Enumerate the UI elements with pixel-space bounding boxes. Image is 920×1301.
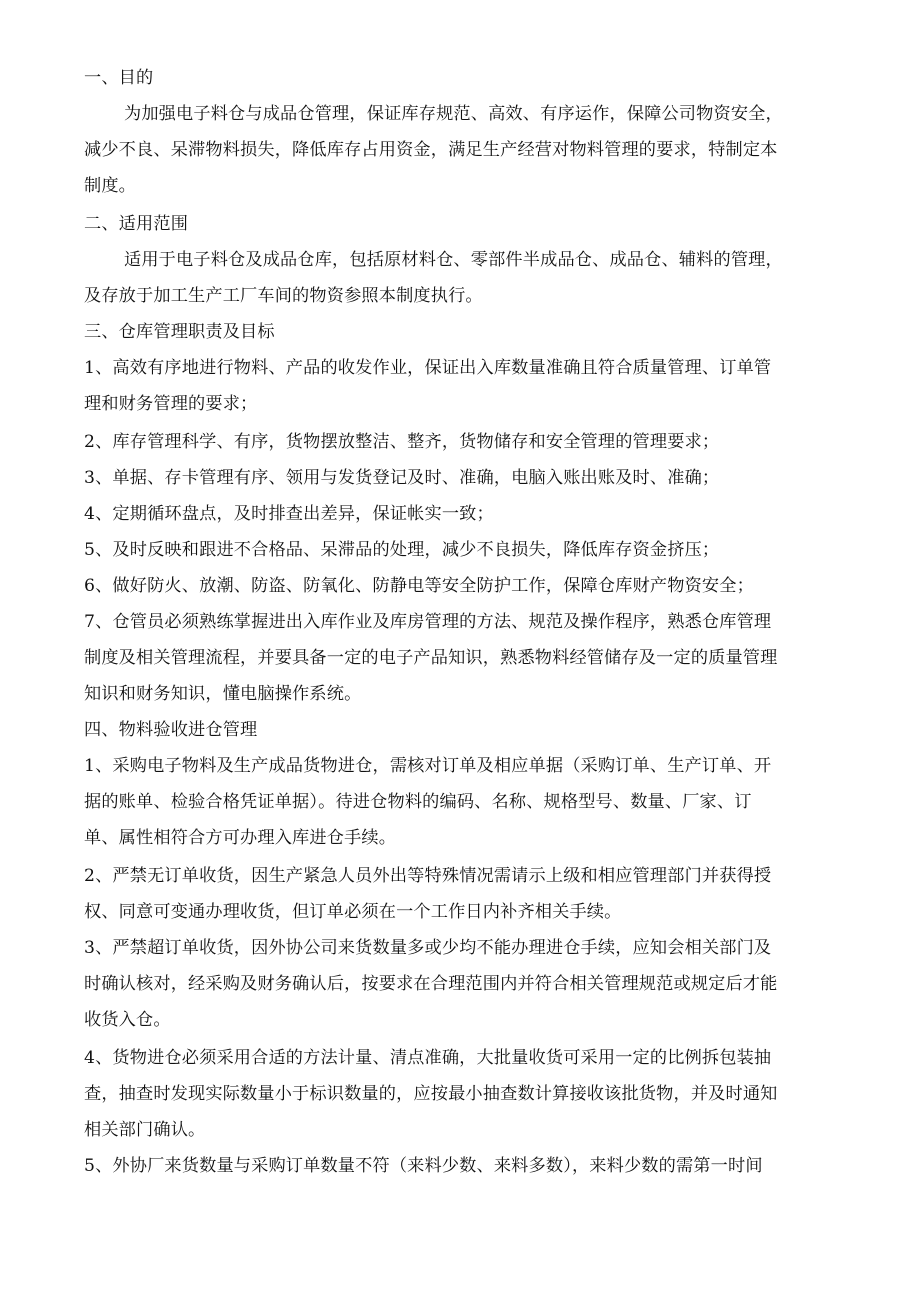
section-heading-duties: 三、仓库管理职责及目标 — [84, 322, 275, 342]
duty-item-line: 知识和财务知识，懂电脑操作系统。 — [84, 684, 362, 704]
purpose-paragraph-line: 为加强电子料仓与成品仓管理，保证库存规范、高效、有序运作，保障公司物资安全， — [124, 104, 783, 124]
section-heading-purpose: 一、目的 — [84, 68, 154, 88]
duty-item-line: 6、做好防火、放潮、防盗、防氧化、防静电等安全防护工作，保障仓库财产物资安全； — [84, 576, 754, 596]
receiving-item-line: 收货入仓。 — [84, 1010, 171, 1030]
receiving-item-line: 查，抽查时发现实际数量小于标识数量的，应按最小抽查数计算接收该批货物，并及时通知 — [84, 1084, 778, 1104]
duty-item-line: 7、仓管员必须熟练掌握进出入库作业及库房管理的方法、规范及操作程序，熟悉仓库管理 — [84, 612, 772, 632]
receiving-item-line: 时确认核对，经采购及财务确认后，按要求在合理范围内并符合相关管理规范或规定后才能 — [84, 974, 778, 994]
receiving-item-line: 5、外协厂来货数量与采购订单数量不符（来料少数、来料多数），来料少数的需第一时间 — [84, 1156, 763, 1176]
receiving-item-line: 单、属性相符合方可办理入库进仓手续。 — [84, 828, 397, 848]
duty-item-line: 理和财务管理的要求； — [84, 394, 258, 414]
scope-paragraph-line: 适用于电子料仓及成品仓库，包括原材料仓、零部件半成品仓、成品仓、辅料的管理， — [124, 250, 783, 270]
purpose-paragraph-line: 减少不良、呆滞物料损失，降低库存占用资金，满足生产经营对物料管理的要求，特制定本 — [84, 140, 778, 160]
purpose-paragraph-line: 制度。 — [84, 176, 137, 196]
receiving-item-line: 权、同意可变通办理收货，但订单必须在一个工作日内补齐相关手续。 — [84, 902, 622, 922]
receiving-item-line: 3、严禁超订单收货，因外协公司来货数量多或少均不能办理进仓手续，应知会相关部门及 — [84, 938, 772, 958]
receiving-item-line: 2、严禁无订单收货，因生产紧急人员外出等特殊情况需请示上级和相应管理部门并获得授 — [84, 866, 772, 886]
receiving-item-line: 相关部门确认。 — [84, 1120, 206, 1140]
duty-item-line: 5、及时反映和跟进不合格品、呆滞品的处理，减少不良损失，降低库存资金挤压； — [84, 540, 720, 560]
section-heading-receiving: 四、物料验收进仓管理 — [84, 720, 258, 740]
receiving-item-line: 4、货物进仓必须采用合适的方法计量、清点准确，大批量收货可采用一定的比例拆包装抽 — [84, 1048, 772, 1068]
scope-paragraph-line: 及存放于加工生产工厂车间的物资参照本制度执行。 — [84, 286, 483, 306]
duty-item-line: 1、高效有序地进行物料、产品的收发作业，保证出入库数量准确且符合质量管理、订单管 — [84, 358, 772, 378]
receiving-item-line: 1、采购电子物料及生产成品货物进仓，需核对订单及相应单据（采购订单、生产订单、开 — [84, 756, 772, 776]
duty-item-line: 4、定期循环盘点，及时排查出差异，保证帐实一致； — [84, 504, 494, 524]
duty-item-line: 2、库存管理科学、有序，货物摆放整洁、整齐，货物储存和安全管理的管理要求； — [84, 432, 720, 452]
duty-item-line: 制度及相关管理流程，并要具备一定的电子产品知识，熟悉物料经管储存及一定的质量管理 — [84, 648, 778, 668]
section-heading-scope: 二、适用范围 — [84, 214, 189, 234]
receiving-item-line: 据的账单、检验合格凭证单据）。待进仓物料的编码、名称、规格型号、数量、厂家、订 — [84, 792, 752, 812]
duty-item-line: 3、单据、存卡管理有序、领用与发货登记及时、准确，电脑入账出账及时、准确； — [84, 468, 720, 488]
